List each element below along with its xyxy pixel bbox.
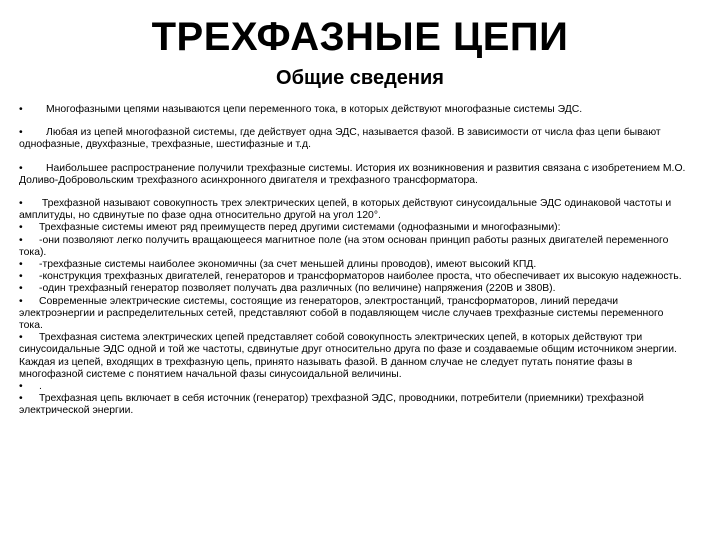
- bullet-marker: •: [19, 381, 23, 393]
- list-item: [19, 296, 689, 333]
- list-item: [19, 259, 689, 271]
- paragraph-text: Наибольшее распространение получили трехфазные системы. История их возникновения и развития связана с изобретением М.О. Доливо-Добровольским трехфазного асинхронного двигателя и трехфазного трансформатора.: [19, 162, 686, 186]
- list-item-text: -один трехфазный генератор позволяет получать два различных (по величине) напряжения (220В и 380В).: [39, 283, 556, 295]
- list-item-text: Трехфазная цепь включает в себя источник (генератор) трехфазной ЭДС, проводники, потребители (приемники) трехфазной электрической энергии.: [19, 393, 644, 417]
- list-item: [19, 283, 689, 295]
- list-item: [19, 393, 689, 417]
- bullet-marker: •: [19, 162, 23, 174]
- bullet-marker: •: [19, 198, 23, 210]
- list-item-text: -трехфазные системы наиболее экономичны (за счет меньшей длины проводов), имеют высокий КПД.: [39, 259, 537, 271]
- list-item-text: -они позволяют легко получить вращающееся магнитное поле (на этом основан принцип работы разных двигателей переменного тока).: [19, 234, 669, 258]
- bullet-marker: •: [19, 234, 23, 246]
- list-item-text: Трехфазные системы имеют ряд преимуществ перед другими системами (однофазными и многофазными):: [39, 222, 561, 234]
- list-item-text: Трехфазная система электрических цепей представляет собой совокупность электрических цепей, в которых действуют три синусоидальные ЭДС одной и той же частоты, сдвинутые друг относительно друга по фазе и создаваемые общим источником энергии. Каждая из цепей, входящих в трехфазную цепь, принято называть фазой. В данном случае не следует путать понятие фазы в многофазной системе с понятием начальной фазы синусоидальной величины.: [19, 332, 677, 380]
- paragraph-3: [19, 163, 689, 187]
- bullet-marker: •: [19, 222, 23, 234]
- list-item: [19, 271, 689, 283]
- list-item-text: Современные электрические системы, состоящие из генераторов, электростанций, трансформаторов, линий передачи электроэнергии и распределительных сетей, представляют собой в подавляющем числе случаев трехфазные системы переменного тока.: [19, 295, 664, 332]
- slide-subtitle: Общие сведения: [276, 67, 444, 89]
- bullet-marker: •: [19, 104, 23, 115]
- bullet-marker: •: [19, 283, 23, 295]
- bullet-marker: •: [19, 127, 23, 139]
- list-item-text: Трехфазной называют совокупность трех электрических цепей, в которых действуют синусоидальные ЭДС одинаковой частоты и амплитуды, но сдвинутые по фазе одна относительно другой на угол 120°.: [19, 198, 672, 222]
- list-item: [19, 332, 689, 381]
- bullet-marker: •: [19, 259, 23, 271]
- list-item: [19, 235, 689, 259]
- slide-body: [19, 104, 689, 418]
- bullet-marker: •: [19, 332, 23, 344]
- paragraph-text: Любая из цепей многофазной системы, где действует одна ЭДС, называется фазой. В зависимости от числа фаз цепи бывают однофазные, двухфазные, трехфазные, шестифазные и т.д.: [19, 127, 661, 151]
- list-item: [19, 381, 689, 393]
- slide-title: ТРЕХФАЗНЫЕ ЦЕПИ: [151, 15, 569, 59]
- paragraph-1: [19, 104, 689, 116]
- bullet-marker: •: [19, 393, 23, 405]
- paragraph-text: Многофазными цепями называются цепи переменного тока, в которых действуют многофазные системы ЭДС.: [46, 104, 583, 115]
- paragraph-2: [19, 127, 689, 151]
- bullet-marker: •: [19, 295, 23, 307]
- list-item: [19, 222, 689, 234]
- list-item-text: -конструкция трехфазных двигателей, генераторов и трансформаторов наиболее проста, что обеспечивает их высокую надежность.: [39, 271, 682, 283]
- bullet-marker: •: [19, 271, 23, 283]
- list-item: [19, 198, 689, 222]
- list-item-text: .: [39, 381, 42, 393]
